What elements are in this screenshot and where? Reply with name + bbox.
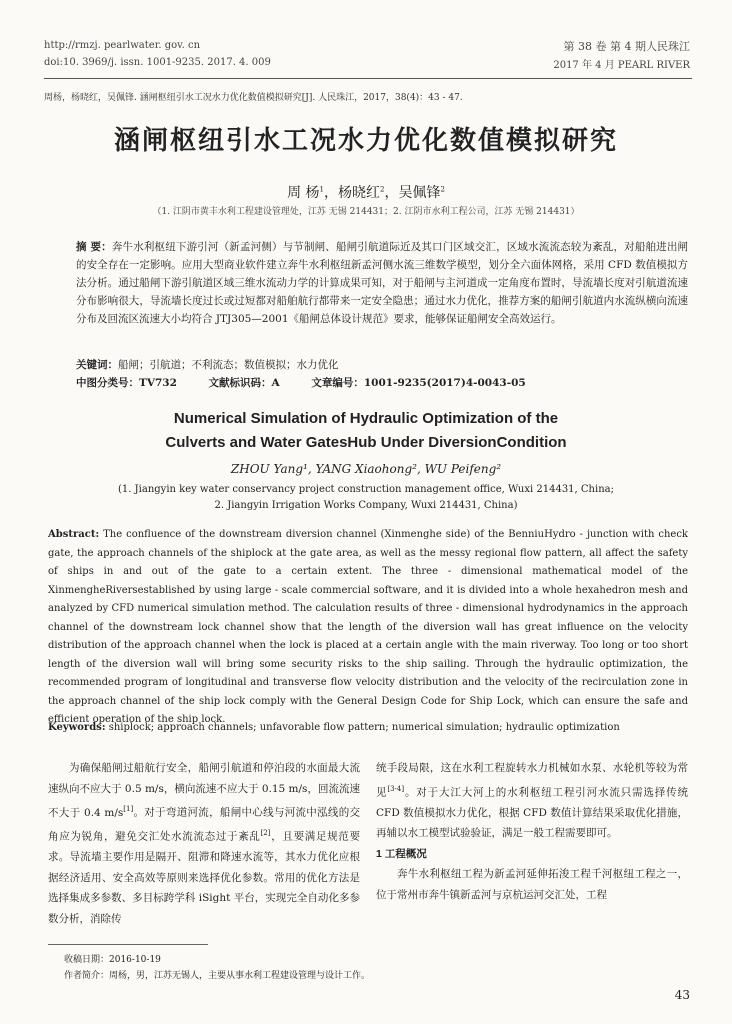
header-doi[interactable]: doi:10. 3969/j. issn. 1001-9235. 2017. 4. 009 <box>44 57 271 68</box>
header-volume-issue: 第 38 卷 第 4 期人民珠江 <box>563 40 690 53</box>
header-date-journal: 2017 年 4 月 PEARL RIVER <box>553 60 690 71</box>
footnote-author-bio: 作者简介：周杨，男，江苏无锡人，主要从事水利工程建设管理与设计工作。 <box>64 971 371 981</box>
body-left-p1-b: 。对于弯道河流，船闸中心线与河流中泓线的交角应为锐角，避免交汇处水流流态过于紊乱 <box>48 806 360 843</box>
doc-code: 文献标识码：A <box>208 377 280 389</box>
abstract-en <box>48 526 688 730</box>
citation-line: 周杨，杨晓红，吴佩锋. 涵闸枢纽引水工况水力优化数值模拟研究[J]. 人民珠江，2017，38(4)：43 - 47. <box>44 93 463 103</box>
body-right-column <box>376 758 688 905</box>
abstract-cn-label: 摘 要： <box>76 241 112 253</box>
header-url[interactable]: http://rmzj. pearlwater. gov. cn <box>44 40 201 51</box>
ref-3-4: [3-4] <box>387 784 405 793</box>
affiliation-en-line-1: (1. Jiangyin key water conservancy project construction management office, Wuxi 214431, China; <box>118 484 614 495</box>
abstract-cn-text: 奔牛水利枢纽下游引河（新孟河侧）与节制闸、船闸引航道际近及其口门区域交汇，区域水流流态较为紊乱，对船舶进出闸的安全存在一定影响。应用大型商业软件建立奔牛水利枢纽新孟河侧水流三维数学模型，划分全六面体网格，采用 CFD 数值模拟方法分析。通过船闸下游引航道区域三维水流动力学的计算成果可知，对于船闸与主河道成一定角度布置时，导流墙长度对引航道流速分布影响很大，导流墙长度过长或过短都对船舶航行都带来一定安全隐患；通过水力优化，推荐方案的船闸引航道内水流纵横向流速分布及回流区流速大小均符合 JTJ305—2001《船闸总体设计规范》要求，能够保证船闸安全高效运行。 <box>76 241 689 325</box>
authors-cn <box>0 182 732 202</box>
authors-en: ZHOU Yang¹, YANG Xiaohong², WU Peifeng² <box>230 462 502 476</box>
abstract-en-text: The confluence of the downstream diversion channel (Xinmenghe side) of the BenniuHydro - junction with check gate, the approach channels of the shiplock at the gate area, as well as the messy regional flow pattern, all affect the safety of ships in and out of the gate to a certain extent. The three - dimensional mathematical model of the XinmengheRiversestablished by using large - scale commercial software, and it is divided into a whole hexahedron mesh and analyzed by CFD numerical simulation method. The calculation results of three - dimensional hydrodynamics in the approach channel of the downstream lock channel show that the length of the diversion wall has great influence on the velocity distribution of the approach channel when the lock is placed at a certain angle with the main riverway. Too long or too short length of the diversion wall will bring some security risks to the ship sailing. Through the hydraulic optimization, the recommended program of longitudinal and transverse flow velocity distribution and the velocity of the recirculation zone in the approach channel of the ship lock comply with the General Design Code for Ship Lock, which can ensure the safe and efficient operation of the ship lock. <box>48 529 688 725</box>
abstract-cn <box>76 238 688 328</box>
footnote-rule <box>48 944 208 945</box>
keywords-en <box>48 722 688 733</box>
body-right-p2: 奔牛水利枢纽工程为新孟河延伸拓浚工程千河枢纽工程之一，位于常州市奔牛镇新孟河与京杭运河交汇处，工程 <box>376 868 688 901</box>
keywords-cn <box>76 356 688 374</box>
section-heading: 1 工程概况 <box>376 847 427 860</box>
title-en-line-1: Numerical Simulation of Hydraulic Optimization of the <box>173 410 559 427</box>
author-1: 周 杨 <box>287 185 320 201</box>
affiliation-en <box>0 482 732 514</box>
header-rule <box>44 78 692 79</box>
author-3-sup: 2 <box>440 185 445 194</box>
body-left-column <box>48 758 360 929</box>
article-number: 文章编号：1001-9235(2017)4-0043-05 <box>311 377 526 389</box>
abstract-en-label: Abstract: <box>48 529 100 540</box>
ref-2: [2] <box>260 829 271 837</box>
body-right-p1: 统手段局限，这在水利工程旋转水力机械如水泵、水轮机等较为常见 <box>376 762 688 798</box>
page-title: 涵闸枢纽引水工况水力优化数值模拟研究 <box>113 126 618 156</box>
affiliation-cn: （1. 江阴市黄丰水利工程建设管理处，江苏 无锡 214431；2. 江阴市水利工程公司，江苏 无锡 214431） <box>152 207 580 217</box>
body-left-p1: 为确保船闸过船航行安全，船闸引航道和停泊段的水面最大流速纵向不应大于 0.5 m/s，横向流速不应大于 0.15 m/s，回流流速不大于 0.4 m/s <box>48 762 360 819</box>
title-en-line-2: Culverts and Water GatesHub Under DiversionCondition <box>165 434 567 451</box>
body-right-p1-b: 。对于大江大河上的水利枢纽工程引河水流只需选择传统 CFD 数值模拟水力优化，根据 CFD 数值计算结果采取优化措施，再辅以水工模型试验验证，满足一般工程需要即可。 <box>376 786 689 839</box>
keywords-en-label: Keywords: <box>48 722 106 733</box>
footnote-received: 收稿日期：2016-10-19 <box>64 955 161 965</box>
author-2: ，杨晓红 <box>323 185 380 201</box>
page-number: 43 <box>674 988 690 1002</box>
keywords-en-text: shiplock; approach channels; unfavorable flow pattern; numerical simulation; hydraulic optimization <box>108 722 620 733</box>
body-left-p1-c: ，且要满足规范要求。导流墙主要作用是隔开、阻滞和降速水流等，其水力优化应根据经济适用、安全高效等原则来选择优化参数。常用的优化方法是选择集成多参数、多目标跨学科 iSight 平台，实现完全自动化多参数分析，消除传 <box>48 830 361 925</box>
affiliation-en-line-2: 2. Jiangyin Irrigation Works Company, Wuxi 214431, China) <box>214 500 518 511</box>
author-2-sup: 2 <box>379 185 385 194</box>
keywords-cn-text: 船闸；引航道；不利流态；数值模拟；水力优化 <box>118 359 339 371</box>
author-3: ，吴佩锋 <box>384 185 441 201</box>
keywords-cn-label: 关键词： <box>76 359 118 371</box>
clc-number: 中图分类号：TV732 <box>76 377 177 389</box>
ref-1: [1] <box>123 805 134 813</box>
author-1-sup: 1 <box>319 185 324 194</box>
classification-cn <box>76 374 688 392</box>
